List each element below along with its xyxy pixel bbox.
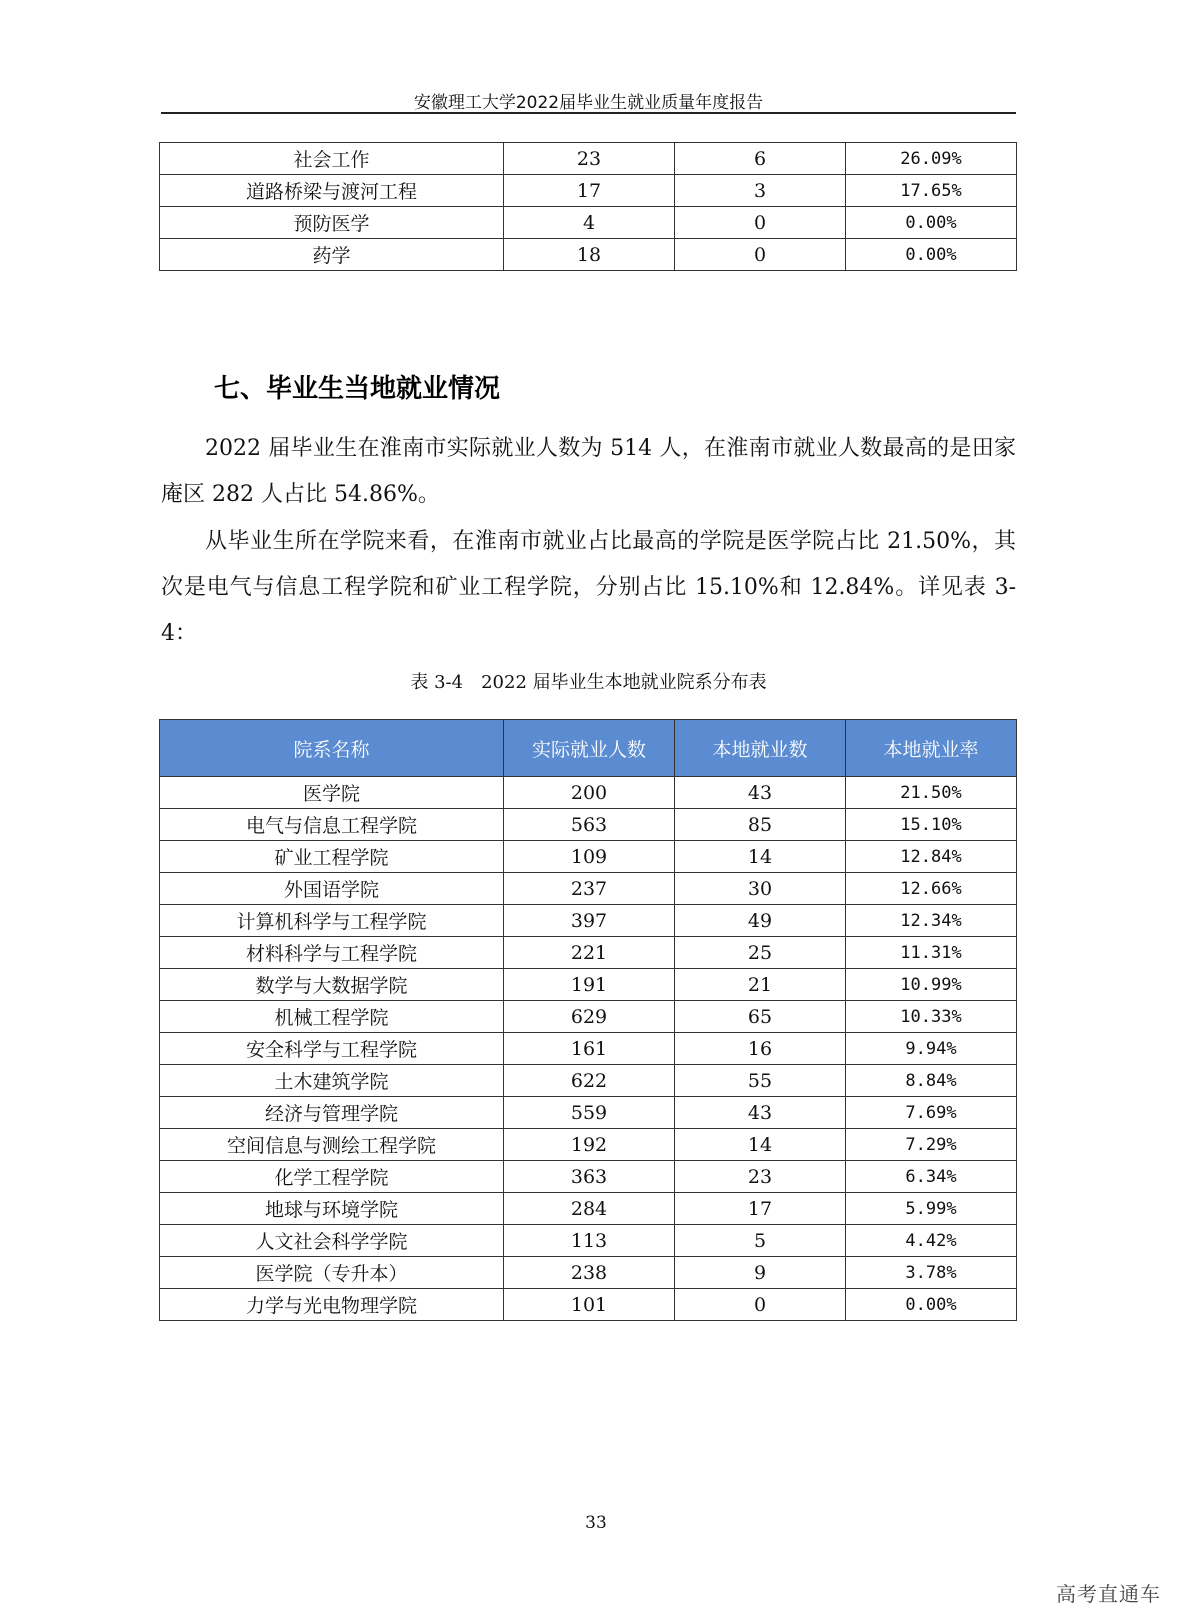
- table-row: [160, 937, 1017, 969]
- table-row: [160, 873, 1017, 905]
- cell-name: 安全科学与工程学院: [160, 1033, 504, 1065]
- watermark: 高考直通车: [1056, 1582, 1161, 1606]
- cell-actual: 397: [504, 905, 675, 937]
- cell-actual: 238: [504, 1257, 675, 1289]
- cell-actual: 622: [504, 1065, 675, 1097]
- cell-rate: 0.00%: [846, 207, 1017, 239]
- cell-rate: 21.50%: [846, 777, 1017, 809]
- cell-rate: 9.94%: [846, 1033, 1017, 1065]
- cell-rate: 8.84%: [846, 1065, 1017, 1097]
- table-row: [160, 841, 1017, 873]
- cell-local: 5: [675, 1225, 846, 1257]
- cell-local: 49: [675, 905, 846, 937]
- cell-local: 55: [675, 1065, 846, 1097]
- cell-rate: 15.10%: [846, 809, 1017, 841]
- cell-name: 矿业工程学院: [160, 841, 504, 873]
- table-row: [160, 175, 1017, 207]
- cell-name: 人文社会科学学院: [160, 1225, 504, 1257]
- table-row: [160, 1033, 1017, 1065]
- table-row: [160, 777, 1017, 809]
- cell-rate: 7.29%: [846, 1129, 1017, 1161]
- table-row: [160, 1289, 1017, 1321]
- paragraph-local-employment: 2022 届毕业生在淮南市实际就业人数为 514 人，在淮南市就业人数最高的是田家庵区 282 人占比 54.86%。: [161, 436, 1016, 507]
- cell-rate: 10.33%: [846, 1001, 1017, 1033]
- cell-name: 计算机科学与工程学院: [160, 905, 504, 937]
- cell-actual: 161: [504, 1033, 675, 1065]
- table-row: [160, 809, 1017, 841]
- cell-name: 机械工程学院: [160, 1001, 504, 1033]
- page-number: 33: [585, 1513, 607, 1533]
- cell-local: 9: [675, 1257, 846, 1289]
- cell-rate: 0.00%: [846, 1289, 1017, 1321]
- cell-rate: 6.34%: [846, 1161, 1017, 1193]
- cell-name: 空间信息与测绘工程学院: [160, 1129, 504, 1161]
- cell-local: 3: [675, 175, 846, 207]
- table-row: [160, 1257, 1017, 1289]
- cell-rate: 12.34%: [846, 905, 1017, 937]
- cell-actual: 18: [504, 239, 675, 271]
- cell-name: 医学院: [160, 777, 504, 809]
- cell-local: 23: [675, 1161, 846, 1193]
- cell-actual: 200: [504, 777, 675, 809]
- cell-actual: 109: [504, 841, 675, 873]
- cell-local: 21: [675, 969, 846, 1001]
- cell-rate: 7.69%: [846, 1097, 1017, 1129]
- paragraph-college-breakdown: 从毕业生所在学院来看，在淮南市就业占比最高的学院是医学院占比 21.50%，其次是电气与信息工程学院和矿业工程学院，分别占比 15.10%和 12.84%。详见表 3-4：: [161, 529, 1016, 646]
- cell-rate: 11.31%: [846, 937, 1017, 969]
- table-row: [160, 905, 1017, 937]
- cell-local: 43: [675, 1097, 846, 1129]
- header-local-employed: 本地就业数: [675, 720, 846, 777]
- cell-actual: 192: [504, 1129, 675, 1161]
- cell-actual: 191: [504, 969, 675, 1001]
- cell-local: 0: [675, 1289, 846, 1321]
- cell-rate: 4.42%: [846, 1225, 1017, 1257]
- cell-actual: 629: [504, 1001, 675, 1033]
- header-local-rate: 本地就业率: [846, 720, 1017, 777]
- cell-actual: 113: [504, 1225, 675, 1257]
- report-header-title: 安徽理工大学2022届毕业生就业质量年度报告: [413, 93, 764, 113]
- cell-actual: 23: [504, 143, 675, 175]
- cell-local: 30: [675, 873, 846, 905]
- header-college-name: 院系名称: [160, 720, 504, 777]
- cell-name: 电气与信息工程学院: [160, 809, 504, 841]
- local-employment-table: [159, 719, 1017, 1321]
- cell-local: 0: [675, 207, 846, 239]
- cell-name: 药学: [160, 239, 504, 271]
- cell-name: 预防医学: [160, 207, 504, 239]
- table-row: [160, 207, 1017, 239]
- cell-rate: 12.84%: [846, 841, 1017, 873]
- cell-local: 0: [675, 239, 846, 271]
- cell-actual: 101: [504, 1289, 675, 1321]
- cell-local: 85: [675, 809, 846, 841]
- section-heading: 七、毕业生当地就业情况: [214, 374, 501, 404]
- cell-local: 14: [675, 1129, 846, 1161]
- cell-actual: 4: [504, 207, 675, 239]
- table-row: [160, 1065, 1017, 1097]
- table-row: [160, 143, 1017, 175]
- cell-local: 16: [675, 1033, 846, 1065]
- cell-actual: 284: [504, 1193, 675, 1225]
- table-row: [160, 969, 1017, 1001]
- cell-actual: 237: [504, 873, 675, 905]
- cell-rate: 0.00%: [846, 239, 1017, 271]
- cell-actual: 563: [504, 809, 675, 841]
- cell-name: 经济与管理学院: [160, 1097, 504, 1129]
- cell-local: 25: [675, 937, 846, 969]
- table-row: [160, 1161, 1017, 1193]
- cell-name: 数学与大数据学院: [160, 969, 504, 1001]
- table-header-row: [160, 720, 1017, 777]
- cell-rate: 26.09%: [846, 143, 1017, 175]
- cell-local: 6: [675, 143, 846, 175]
- cell-actual: 17: [504, 175, 675, 207]
- cell-local: 17: [675, 1193, 846, 1225]
- cell-name: 土木建筑学院: [160, 1065, 504, 1097]
- table-row: [160, 1225, 1017, 1257]
- table-row: [160, 1097, 1017, 1129]
- cell-name: 医学院（专升本）: [160, 1257, 504, 1289]
- header-actual-employed: 实际就业人数: [504, 720, 675, 777]
- cell-local: 65: [675, 1001, 846, 1033]
- cell-rate: 17.65%: [846, 175, 1017, 207]
- cell-actual: 221: [504, 937, 675, 969]
- cell-rate: 5.99%: [846, 1193, 1017, 1225]
- cell-local: 43: [675, 777, 846, 809]
- table-row: [160, 1001, 1017, 1033]
- cell-name: 地球与环境学院: [160, 1193, 504, 1225]
- table-row: [160, 1129, 1017, 1161]
- header-rule: [161, 112, 1016, 114]
- cell-name: 化学工程学院: [160, 1161, 504, 1193]
- cell-rate: 10.99%: [846, 969, 1017, 1001]
- top-table-continued: [159, 142, 1017, 271]
- cell-actual: 559: [504, 1097, 675, 1129]
- table-row: [160, 1193, 1017, 1225]
- cell-rate: 3.78%: [846, 1257, 1017, 1289]
- cell-name: 社会工作: [160, 143, 504, 175]
- cell-actual: 363: [504, 1161, 675, 1193]
- cell-rate: 12.66%: [846, 873, 1017, 905]
- cell-name: 材料科学与工程学院: [160, 937, 504, 969]
- cell-name: 道路桥梁与渡河工程: [160, 175, 504, 207]
- cell-name: 外国语学院: [160, 873, 504, 905]
- cell-local: 14: [675, 841, 846, 873]
- table-row: [160, 239, 1017, 271]
- table-caption: 表 3-4 2022 届毕业生本地就业院系分布表: [410, 672, 767, 693]
- cell-name: 力学与光电物理学院: [160, 1289, 504, 1321]
